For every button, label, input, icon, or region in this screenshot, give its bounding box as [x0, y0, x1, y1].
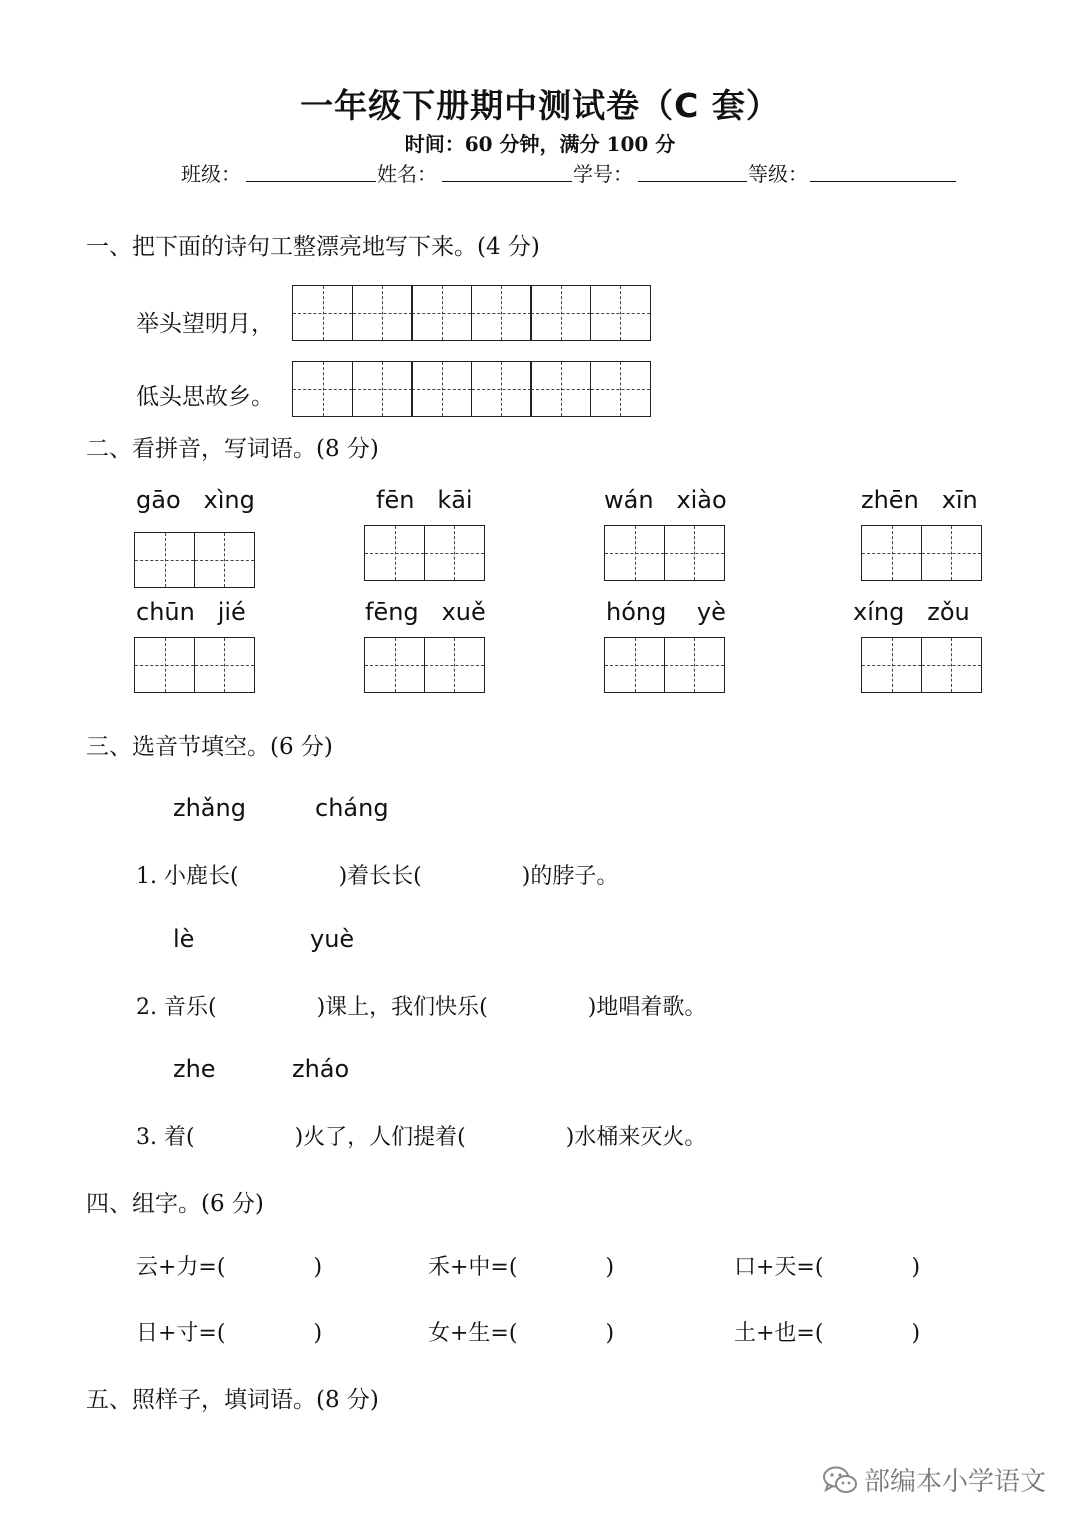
- writing-cell[interactable]: [194, 532, 255, 588]
- pinyin-word: fēn kāi: [376, 486, 473, 514]
- pinyin-word: chūn jié: [136, 598, 246, 626]
- writing-cell[interactable]: [134, 637, 195, 693]
- syllable-option: zháo: [292, 1055, 350, 1083]
- syllable-option: zhe: [173, 1055, 216, 1083]
- grade-blank[interactable]: [810, 181, 956, 182]
- page-title: 一年级下册期中测试卷（C 套）: [300, 86, 780, 125]
- wechat-icon: [822, 1465, 858, 1495]
- poem-grid-2[interactable]: [292, 361, 649, 417]
- word-grid[interactable]: [134, 532, 253, 588]
- writing-cell[interactable]: [590, 285, 651, 341]
- writing-cell[interactable]: [861, 637, 922, 693]
- pinyin-word: wán xiào: [604, 486, 727, 514]
- writing-cell[interactable]: [424, 525, 485, 581]
- word-grid[interactable]: [604, 525, 723, 581]
- section-2-title: 二、看拼音，写词语。(8 分): [86, 436, 379, 462]
- watermark: [822, 1461, 1046, 1498]
- writing-cell[interactable]: [411, 285, 472, 341]
- fill-question: 3. 着( )火了，人们提着( )水桶来灭火。: [136, 1125, 707, 1150]
- exam-time-info: 时间：60 分钟，满分 100 分: [404, 132, 676, 156]
- writing-cell[interactable]: [134, 532, 195, 588]
- word-grid[interactable]: [861, 637, 980, 693]
- compose-item: 云+力=( ): [136, 1255, 323, 1280]
- class-label: 班级：: [181, 162, 241, 186]
- writing-cell[interactable]: [194, 637, 255, 693]
- word-grid[interactable]: [364, 525, 483, 581]
- pinyin-word: hóng yè: [606, 598, 726, 626]
- grade-label: 等级：: [748, 162, 808, 186]
- section-1-title: 一、把下面的诗句工整漂亮地写下来。(4 分): [86, 234, 540, 260]
- writing-cell[interactable]: [471, 361, 532, 417]
- writing-cell[interactable]: [364, 525, 425, 581]
- watermark-text: 部编本小学语文: [863, 1467, 1046, 1497]
- section-5-title: 五、照样子，填词语。(8 分): [86, 1387, 379, 1413]
- writing-cell[interactable]: [530, 361, 591, 417]
- writing-cell[interactable]: [292, 285, 353, 341]
- syllable-option: cháng: [315, 794, 389, 822]
- id-label: 学号：: [573, 162, 633, 186]
- syllable-option: zhǎng: [173, 794, 246, 822]
- writing-cell[interactable]: [664, 525, 725, 581]
- compose-item: 日+寸=( ): [136, 1321, 323, 1346]
- writing-cell[interactable]: [590, 361, 651, 417]
- word-grid[interactable]: [134, 637, 253, 693]
- word-grid[interactable]: [364, 637, 483, 693]
- class-blank[interactable]: [246, 181, 376, 182]
- writing-cell[interactable]: [424, 637, 485, 693]
- writing-cell[interactable]: [604, 637, 665, 693]
- compose-item: 口+天=( ): [734, 1255, 921, 1280]
- writing-cell[interactable]: [364, 637, 425, 693]
- writing-cell[interactable]: [352, 361, 413, 417]
- compose-item: 土+也=( ): [734, 1321, 921, 1346]
- writing-cell[interactable]: [471, 285, 532, 341]
- poem-grid-1[interactable]: [292, 285, 649, 341]
- name-blank[interactable]: [442, 181, 572, 182]
- writing-cell[interactable]: [411, 361, 472, 417]
- poem-line-2: 低头思故乡。: [136, 384, 274, 410]
- id-blank[interactable]: [638, 181, 747, 182]
- writing-cell[interactable]: [664, 637, 725, 693]
- poem-line-1: 举头望明月，: [136, 311, 274, 337]
- syllable-option: yuè: [310, 925, 355, 953]
- word-grid[interactable]: [861, 525, 980, 581]
- writing-cell[interactable]: [604, 525, 665, 581]
- writing-cell[interactable]: [921, 637, 982, 693]
- compose-item: 女+生=( ): [428, 1321, 615, 1346]
- writing-cell[interactable]: [530, 285, 591, 341]
- pinyin-word: gāo xìng: [136, 486, 255, 514]
- section-4-title: 四、组字。(6 分): [86, 1191, 264, 1217]
- word-grid[interactable]: [604, 637, 723, 693]
- pinyin-word: fēng xuě: [365, 598, 486, 626]
- pinyin-word: zhēn xīn: [861, 486, 978, 514]
- writing-cell[interactable]: [861, 525, 922, 581]
- writing-cell[interactable]: [292, 361, 353, 417]
- fill-question: 2. 音乐( )课上，我们快乐( )地唱着歌。: [136, 995, 707, 1020]
- syllable-option: lè: [173, 925, 195, 953]
- fill-question: 1. 小鹿长( )着长长( )的脖子。: [136, 864, 619, 889]
- writing-cell[interactable]: [352, 285, 413, 341]
- pinyin-word: xíng zǒu: [853, 598, 970, 626]
- writing-cell[interactable]: [921, 525, 982, 581]
- compose-item: 禾+中=( ): [428, 1255, 615, 1280]
- section-3-title: 三、选音节填空。(6 分): [86, 734, 333, 760]
- name-label: 姓名：: [377, 162, 437, 186]
